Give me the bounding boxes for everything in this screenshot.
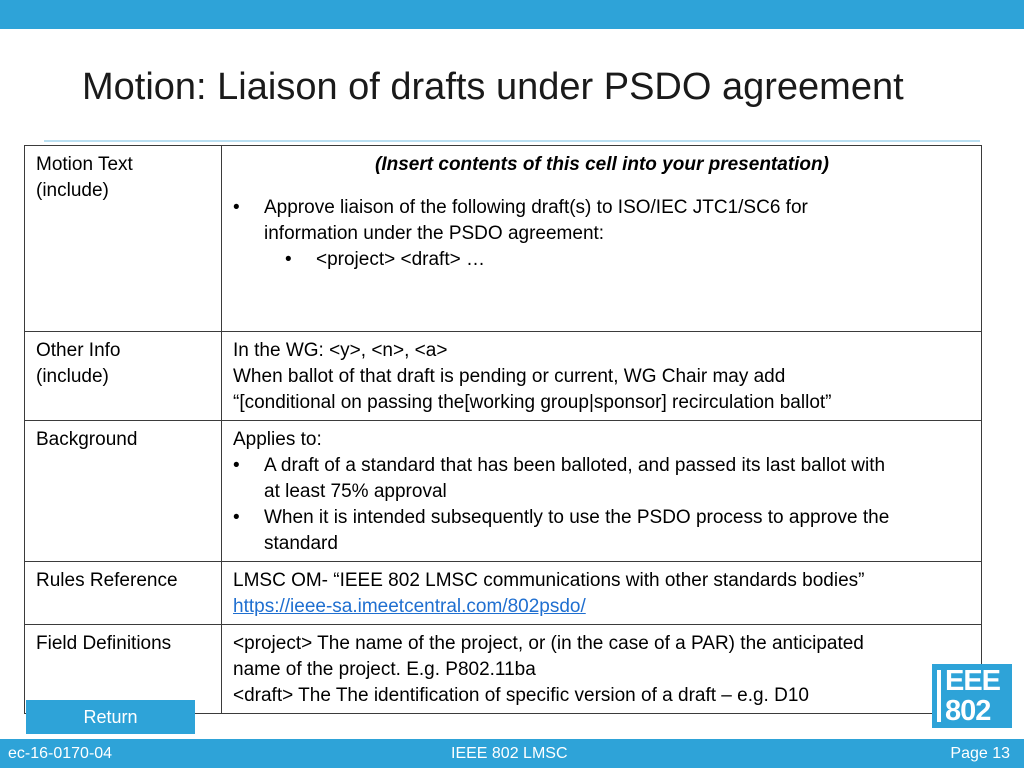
insert-note: (Insert contents of this cell into your presentation): [375, 154, 829, 175]
label-motion-text: Motion Text: [36, 154, 133, 175]
label-cell-background: Background: [25, 421, 222, 562]
motion-table: [24, 145, 982, 714]
psdo-link[interactable]: https://ieee-sa.imeetcentral.com/802psdo/: [233, 596, 586, 617]
footer-doc-id: ec-16-0170-04: [8, 745, 113, 762]
background-bullet2-line1: • When it is intended subsequently to use the PSDO process to approve the: [264, 507, 890, 528]
fields-line3: <draft> The The identification of specific version of a draft – e.g. D10: [233, 685, 809, 706]
footer-page-number: Page 13: [950, 745, 1010, 762]
background-intro: Applies to:: [233, 429, 322, 450]
ieee-802-logo: [932, 664, 1012, 728]
top-banner: [0, 0, 1024, 29]
logo-text-bottom: 802: [945, 695, 991, 727]
label-cell-field-definitions: Field Definitions: [25, 625, 222, 714]
logo-text-top: EEE: [945, 665, 1001, 697]
footer-bar: [0, 739, 1024, 768]
list-item: [233, 453, 971, 505]
table-row-background: [25, 421, 982, 562]
background-bullet1-line1: • A draft of a standard that has been balloted, and passed its last ballot with: [264, 455, 886, 476]
label-other-info: Other Info: [36, 340, 121, 361]
other-line1: In the WG: <y>, <n>, <a>: [233, 340, 448, 361]
label-cell-rules-reference: Rules Reference: [25, 562, 222, 625]
label-cell-motion-text: [25, 146, 222, 332]
list-item: [233, 505, 971, 557]
content-cell-rules-reference: [222, 562, 982, 625]
table-row-rules-reference: [25, 562, 982, 625]
motion-bullet-line1: • Approve liaison of the following draft(s) to ISO/IEC JTC1/SC6 for: [264, 197, 808, 218]
background-bullet1-line2: at least 75% approval: [264, 481, 447, 502]
rules-line1: LMSC OM- “IEEE 802 LMSC communications with other standards bodies”: [233, 570, 865, 591]
content-cell-background: [222, 421, 982, 562]
slide-title: Motion: Liaison of drafts under PSDO agreement: [82, 66, 904, 108]
table-row-motion-text: [25, 146, 982, 332]
label-cell-other-info: [25, 332, 222, 421]
content-cell-motion-text: [222, 146, 982, 332]
logo-bar: [937, 670, 941, 722]
return-button[interactable]: Return: [26, 700, 195, 734]
motion-bullet-line2: information under the PSDO agreement:: [264, 223, 605, 244]
content-cell-field-definitions: [222, 625, 982, 714]
label-motion-include: (include): [36, 180, 109, 201]
footer-org: IEEE 802 LMSC: [451, 745, 568, 762]
other-line3: “[conditional on passing the[working group|sponsor] recirculation ballot”: [233, 392, 832, 413]
fields-line2: name of the project. E.g. P802.11ba: [233, 659, 536, 680]
motion-bullet-list: [233, 195, 971, 273]
other-line2: When ballot of that draft is pending or current, WG Chair may add: [233, 366, 786, 387]
table-row-other-info: [25, 332, 982, 421]
list-item: [233, 195, 971, 273]
background-bullet-list: [233, 453, 971, 557]
background-bullet2-line2: standard: [264, 533, 338, 554]
title-divider: [44, 140, 980, 142]
content-cell-other-info: [222, 332, 982, 421]
fields-line1: <project> The name of the project, or (in the case of a PAR) the anticipated: [233, 633, 864, 654]
label-other-include: (include): [36, 366, 109, 387]
list-item: • <project> <draft> …: [285, 247, 971, 273]
motion-sub-list: [285, 247, 971, 273]
